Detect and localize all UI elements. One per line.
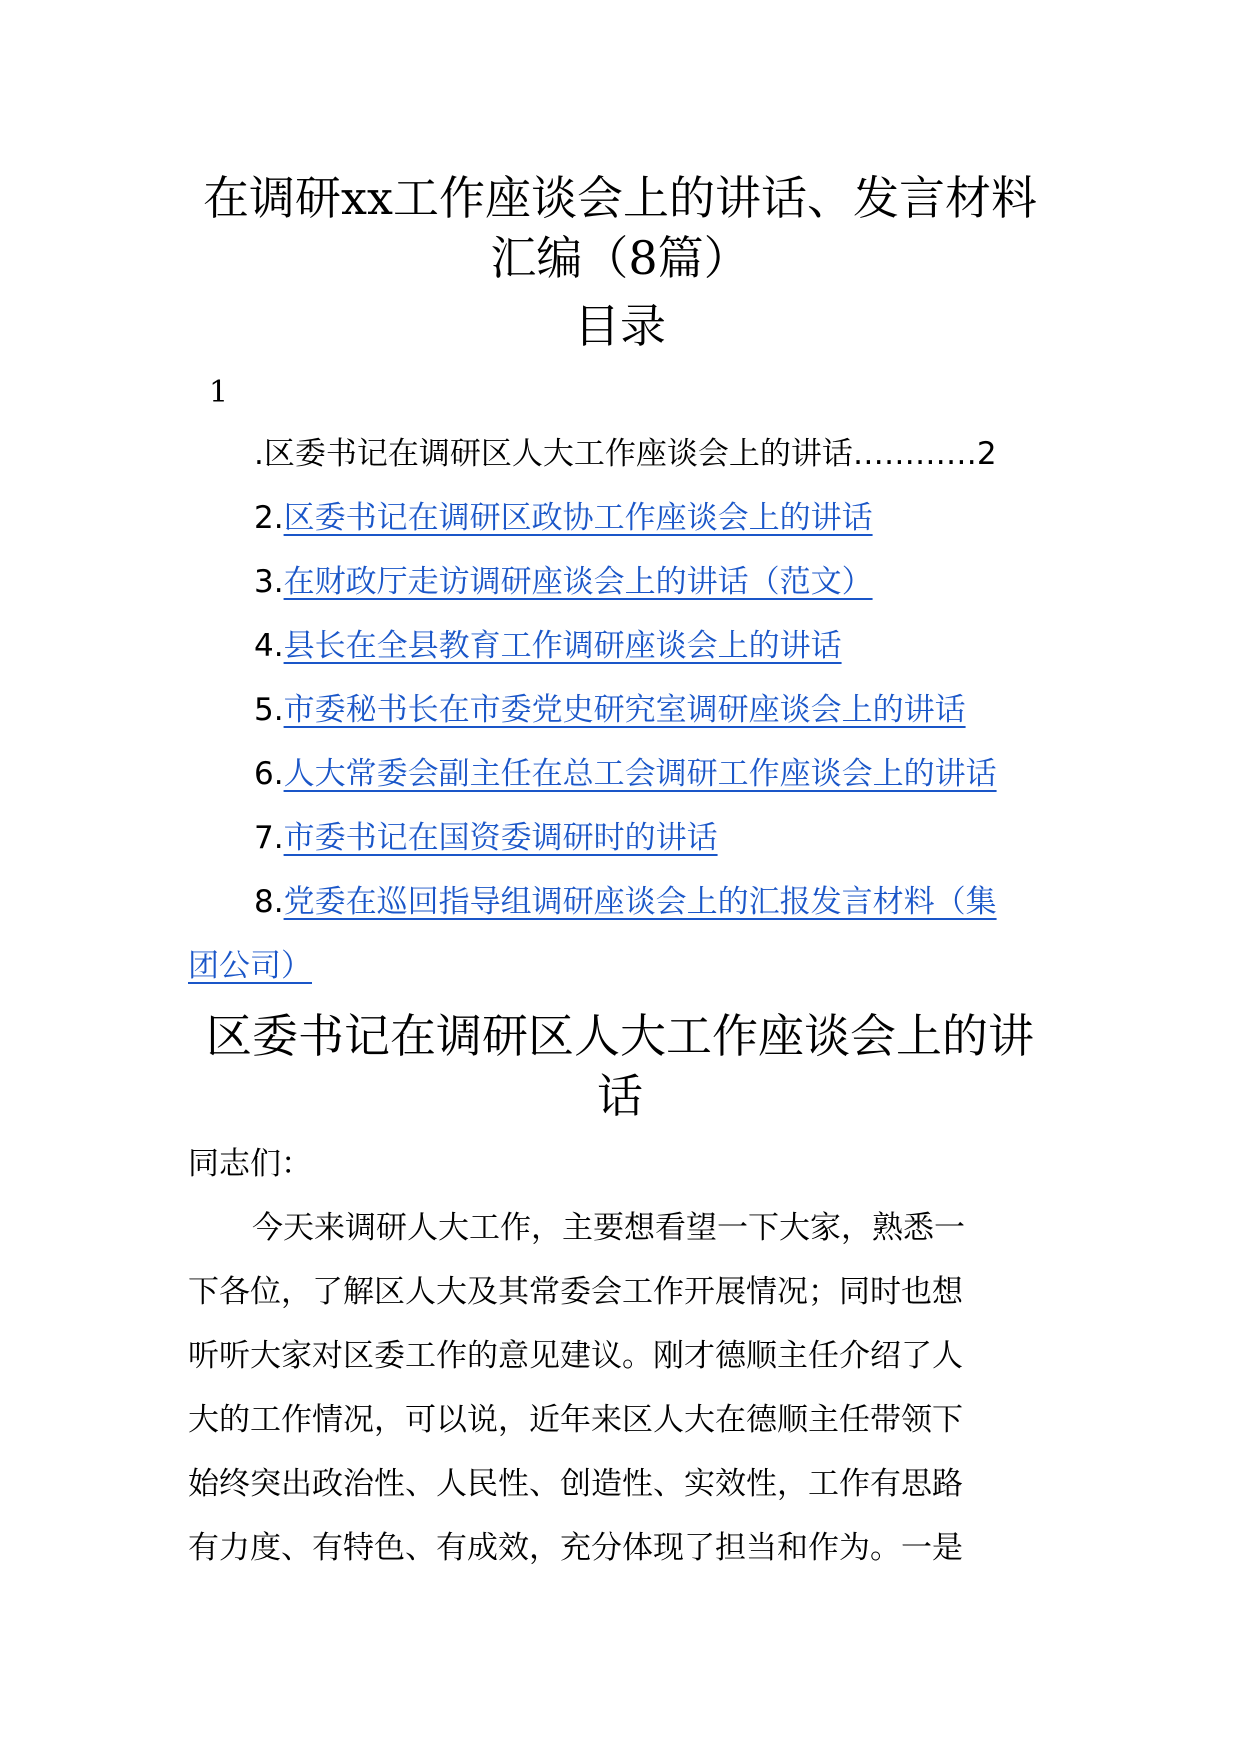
toc-entry-number: 3. (254, 564, 284, 600)
toc-entry-3[interactable] (254, 560, 873, 604)
toc-link-8-line2[interactable]: 团公司） (188, 948, 312, 984)
toc-link-4[interactable]: 县长在全县教育工作调研座谈会上的讲话 (283, 628, 842, 664)
toc-heading: 目录 (574, 299, 666, 353)
toc-entry-number: 6. (254, 756, 284, 792)
toc-entry-number: 7. (254, 820, 284, 856)
toc-entry-1-text: .区委书记在调研区人大工作座谈会上的讲话…………2 (254, 436, 997, 472)
title-text-a: 在调研 (203, 171, 342, 225)
toc-link-2[interactable]: 区委书记在调研区政协工作座谈会上的讲话 (283, 500, 873, 536)
title-text-c: 汇编（ (490, 231, 629, 285)
toc-entry-4[interactable] (254, 624, 842, 668)
paragraph-line-1: 今天来调研人大工作，主要想看望一下大家，熟悉一 (252, 1210, 965, 1246)
toc-entry-number: 8. (254, 884, 284, 920)
salutation: 同志们： (188, 1146, 312, 1182)
toc-link-8-line1[interactable]: 党委在巡回指导组调研座谈会上的汇报发言材料（集 (283, 884, 997, 920)
toc-link-6[interactable]: 人大常委会副主任在总工会调研工作座谈会上的讲话 (283, 756, 997, 792)
toc-entry-8[interactable] (254, 880, 997, 924)
title-text-latin: xx (341, 171, 393, 225)
document-title-line1 (150, 168, 1090, 228)
toc-entry-number: 2. (254, 500, 284, 536)
toc-link-7[interactable]: 市委书记在国资委调研时的讲话 (283, 820, 718, 856)
paragraph-line-6: 有力度、有特色、有成效，充分体现了担当和作为。一是 (188, 1530, 963, 1566)
toc-entry-6[interactable] (254, 752, 997, 796)
title-text-count: 8 (628, 231, 658, 285)
toc-link-3[interactable]: 在财政厅走访调研座谈会上的讲话（范文） (283, 564, 873, 600)
title-text-b: 工作座谈会上的讲话、发言材料 (392, 171, 1037, 225)
title-text-d: 篇） (657, 231, 750, 285)
section-title-line2: 话 (597, 1069, 643, 1123)
paragraph-line-2: 下各位，了解区人大及其常委会工作开展情况；同时也想 (188, 1274, 963, 1310)
paragraph-line-3: 听听大家对区委工作的意见建议。刚才德顺主任介绍了人 (188, 1338, 963, 1374)
paragraph-line-4: 大的工作情况，可以说，近年来区人大在德顺主任带领下 (188, 1402, 963, 1438)
paragraph-line-5: 始终突出政治性、人民性、创造性、实效性，工作有思路 (188, 1466, 963, 1502)
toc-entry-number: 5. (254, 692, 284, 728)
section-title-line1: 区委书记在调研区人大工作座谈会上的讲 (206, 1009, 1034, 1063)
toc-first-number: 1 (209, 375, 229, 410)
toc-entry-number: 4. (254, 628, 284, 664)
toc-entry-5[interactable] (254, 688, 966, 732)
toc-entry-1[interactable] (254, 432, 997, 476)
document-title-line2 (150, 228, 1090, 288)
toc-link-5[interactable]: 市委秘书长在市委党史研究室调研座谈会上的讲话 (283, 692, 966, 728)
toc-entry-7[interactable] (254, 816, 718, 860)
toc-entry-8-continued[interactable] (188, 944, 312, 988)
toc-entry-2[interactable] (254, 496, 873, 540)
